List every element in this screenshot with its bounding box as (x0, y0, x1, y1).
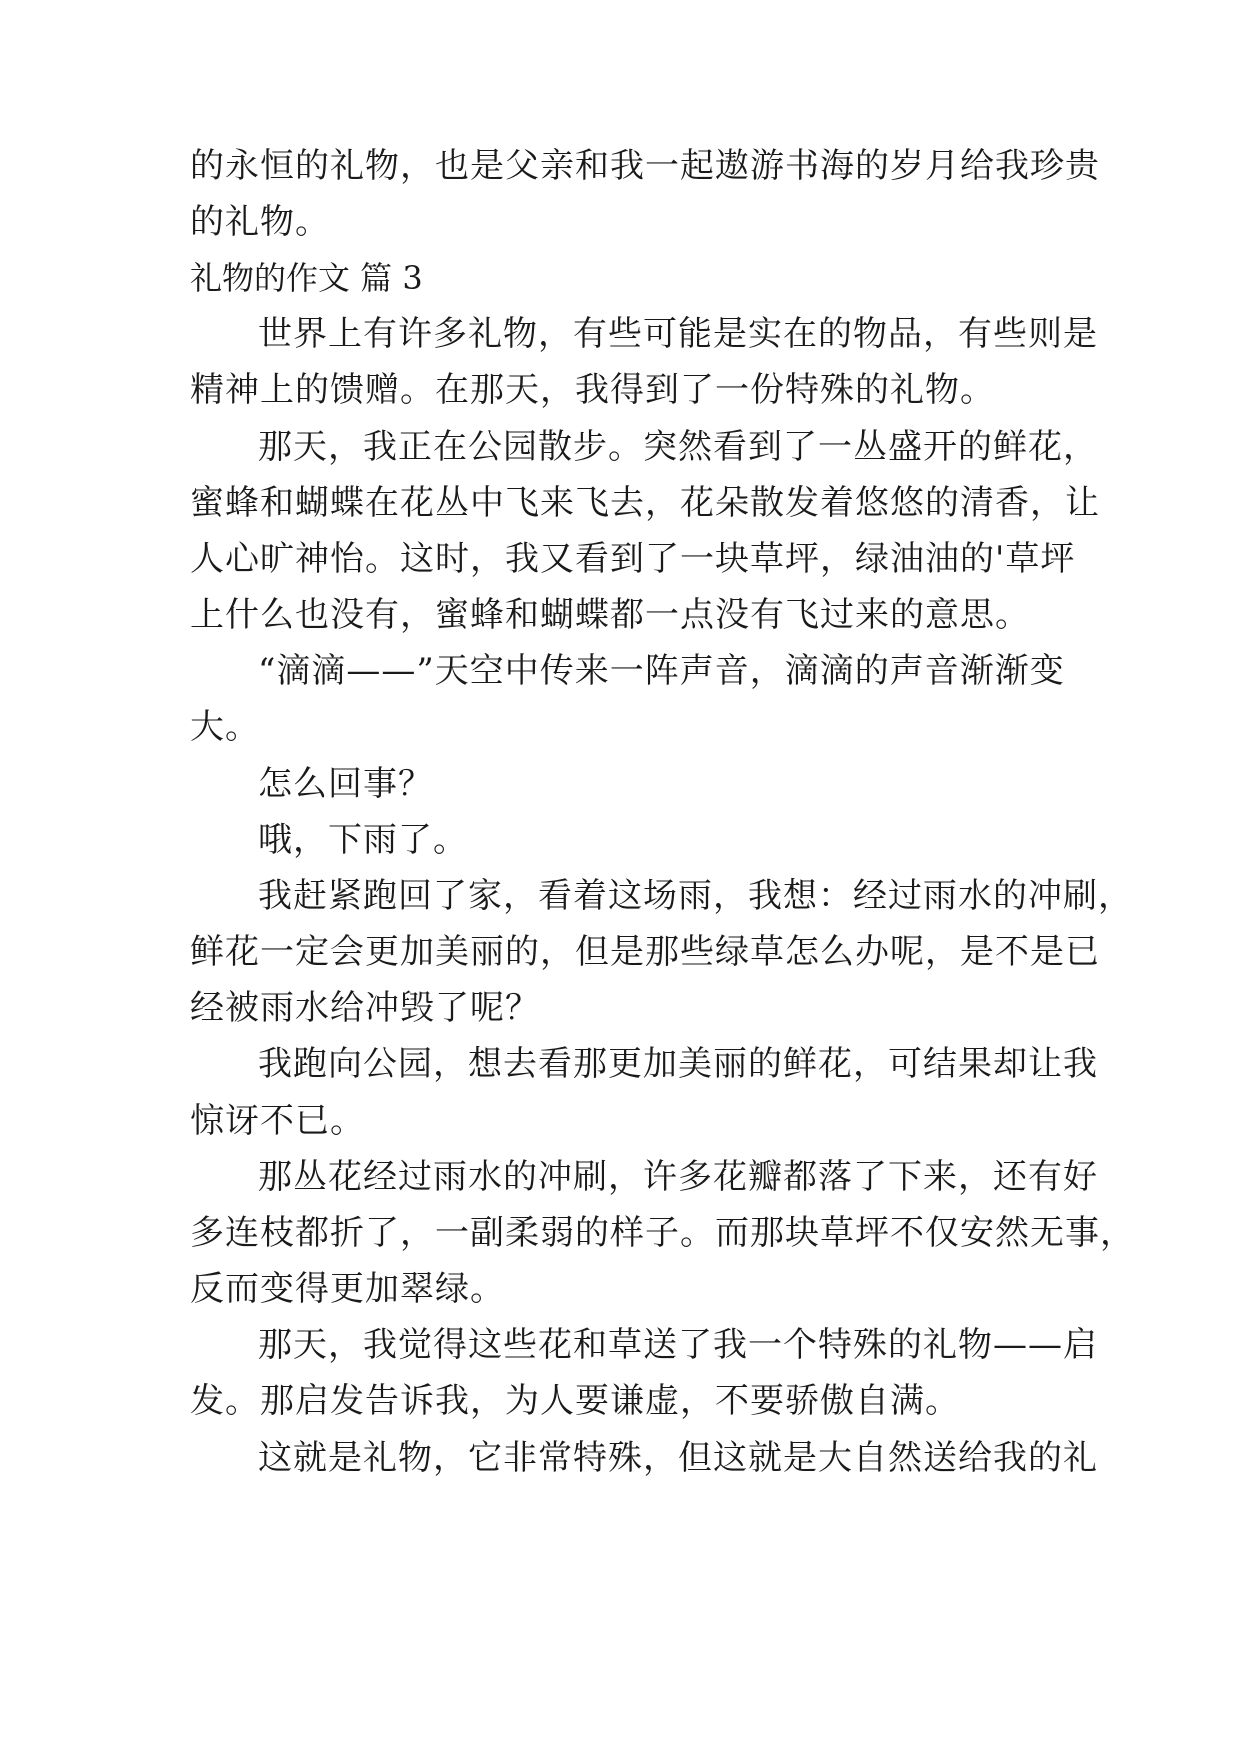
text-line: 大。 (190, 707, 260, 747)
text-line: 经被雨水给冲毁了呢？ (190, 988, 540, 1028)
text-line: 哦，下雨了。 (258, 820, 468, 860)
text-line: 的礼物。 (190, 202, 330, 242)
text-line: 的永恒的礼物，也是父亲和我一起遨游书海的岁月给我珍贵 (190, 146, 1100, 186)
text-line: “滴滴——”天空中传来一阵声音，滴滴的声音渐渐变 (258, 651, 1065, 691)
text-line: 那丛花经过雨水的冲刷，许多花瓣都落了下来，还有好 (258, 1157, 1098, 1197)
text-line: 惊讶不已。 (190, 1101, 365, 1141)
text-line: 鲜花一定会更加美丽的，但是那些绿草怎么办呢，是不是已 (190, 932, 1100, 972)
text-line: 多连枝都折了，一副柔弱的样子。而那块草坪不仅安然无事， (190, 1213, 1135, 1253)
section-heading: 礼物的作文 篇 3 (190, 259, 423, 297)
text-line: 这就是礼物，它非常特殊，但这就是大自然送给我的礼 (258, 1438, 1098, 1478)
text-line: 世界上有许多礼物，有些可能是实在的物品，有些则是 (258, 314, 1098, 354)
text-line: 那天，我正在公园散步。突然看到了一丛盛开的鲜花， (258, 427, 1098, 467)
text-line: 反而变得更加翠绿。 (190, 1269, 505, 1309)
text-line: 人心旷神怡。这时，我又看到了一块草坪，绿油油的'草坪 (190, 539, 1076, 579)
text-line: 蜜蜂和蝴蝶在花丛中飞来飞去，花朵散发着悠悠的清香，让 (190, 483, 1100, 523)
text-line: 发。那启发告诉我，为人要谦虚，不要骄傲自满。 (190, 1381, 960, 1421)
text-line: 那天，我觉得这些花和草送了我一个特殊的礼物——启 (258, 1325, 1098, 1365)
text-line: 我跑向公园，想去看那更加美丽的鲜花，可结果却让我 (258, 1044, 1098, 1084)
text-line: 精神上的馈赠。在那天，我得到了一份特殊的礼物。 (190, 370, 995, 410)
text-line: 上什么也没有，蜜蜂和蝴蝶都一点没有飞过来的意思。 (190, 595, 1030, 635)
text-line: 我赶紧跑回了家，看着这场雨，我想：经过雨水的冲刷， (258, 876, 1133, 916)
text-line: 怎么回事？ (258, 764, 433, 804)
